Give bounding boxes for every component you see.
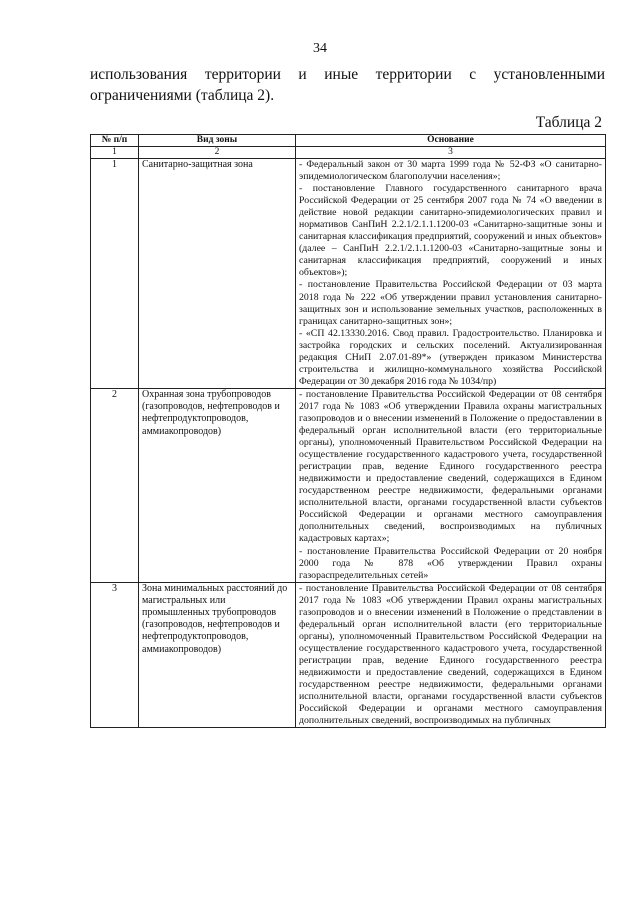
basis-item: - постановление Правительства Российской Федерации от 08 сентября 2017 года № 1083 «Об утверждении Правила охраны магистральных газопроводов и о внесении изменений в Положение о предоставлении в федеральный орган исполнительной власти (его территориальные органы), уполномоченный Правительством Российской Федерации на осуществление государственного кадастрового учета, государственной регистрации прав, ведение Единого государственного реестра недвижимости и предоставление сведений, содержащихся в Едином государственном реестре недвижимости, федеральными органами исполнительной власти, органами государственной власти субъектов Российской Федерации и органами местного самоуправления дополнительных сведений, воспроизводимых на публичных кадастровых картах»; (299, 388, 602, 545)
column-number: 3 (296, 147, 606, 159)
zone-type: Зона минимальных расстояний до магистральных или промышленных трубопроводов (газопроводов, нефтепроводов и нефтепродуктопроводов, аммиакопроводов) (139, 582, 296, 728)
table-header-row (91, 135, 606, 147)
table-caption: Таблица 2 (535, 114, 602, 131)
basis-item: - Федеральный закон от 30 марта 1999 года № 52-ФЗ «О санитарно-эпидемиологическом благополучии населения»; (299, 159, 602, 183)
column-number: 2 (139, 147, 296, 159)
table-row (91, 582, 606, 728)
header-number: № п/п (91, 135, 139, 147)
header-zone-type: Вид зоны (139, 135, 296, 147)
column-number: 1 (91, 147, 139, 159)
page-number: 34 (313, 41, 327, 56)
row-number: 1 (91, 159, 139, 389)
table-row (91, 388, 606, 582)
zones-table (90, 134, 606, 728)
zone-type: Санитарно-защитная зона (139, 159, 296, 389)
basis-cell (296, 388, 606, 582)
basis-item: - постановление Главного государственного санитарного врача Российской Федерации от 25 сентября 2007 года № 74 «О введении в действие новой редакции санитарно-эпидемиологических правил и нормативов СанПиН 2.2.1/2.1.1.1200-03 «Санитарно-защитные зоны и санитарная классификация предприятий, сооружений и иных объектов» (далее – СанПиН 2.2.1/2.1.1.1200-03 «Санитарно-защитные зоны и санитарная классификация предприятий, сооружений и иных объектов»); (299, 183, 602, 279)
basis-item: - «СП 42.13330.2016. Свод правил. Градостроительство. Планировка и застройка городских и сельских поселений. Актуализированная редакция СНиП 2.07.01-89*» (утвержден приказом Министерства строительства и жилищно-коммунального хозяйства Российской Федерации от 30 декабря 2016 года № 1034/пр) (299, 327, 602, 387)
basis-cell (296, 582, 606, 728)
intro-paragraph: использования территории и иные территории с установленными ограничениями (таблица 2). (90, 66, 605, 104)
header-basis: Основание (296, 135, 606, 147)
basis-cell (296, 159, 606, 389)
zone-type: Охранная зона трубопроводов (газопроводов, нефтепроводов и нефтепродуктопроводов, аммиакопроводов) (139, 388, 296, 582)
basis-item: - постановление Правительства Российской Федерации от 20 ноября 2000 года № 878 «Об утверждении Правил охраны газораспределительных сетей» (299, 545, 602, 581)
basis-item: - постановление Правительства Российской Федерации от 03 марта 2018 года № 222 «Об утверждении правил установления санитарно-защитных зон и использование земельных участков, расположенных в границах санитарно-защитных зон»; (299, 279, 602, 327)
column-number-row (91, 147, 606, 159)
table-row (91, 159, 606, 389)
row-number: 2 (91, 388, 139, 582)
row-number: 3 (91, 582, 139, 728)
basis-item: - постановление Правительства Российской Федерации от 08 сентября 2017 года № 1083 «Об утверждении Правил охраны магистральных газопроводов и о внесении изменений в Положение о представлении в федеральный орган исполнительной власти (его территориальные органы), уполномоченный Правительством Российской Федерации на осуществление государственного кадастрового учета, государственной регистрации прав, ведение Единого государственного реестра недвижимости и предоставление сведений, содержащихся в Едином государственном реестре недвижимости, федеральными органами исполнительной власти, органами государственной власти субъектов Российской Федерации и органами местного самоуправления дополнительных сведений, воспроизводимых на публичных (299, 582, 602, 727)
